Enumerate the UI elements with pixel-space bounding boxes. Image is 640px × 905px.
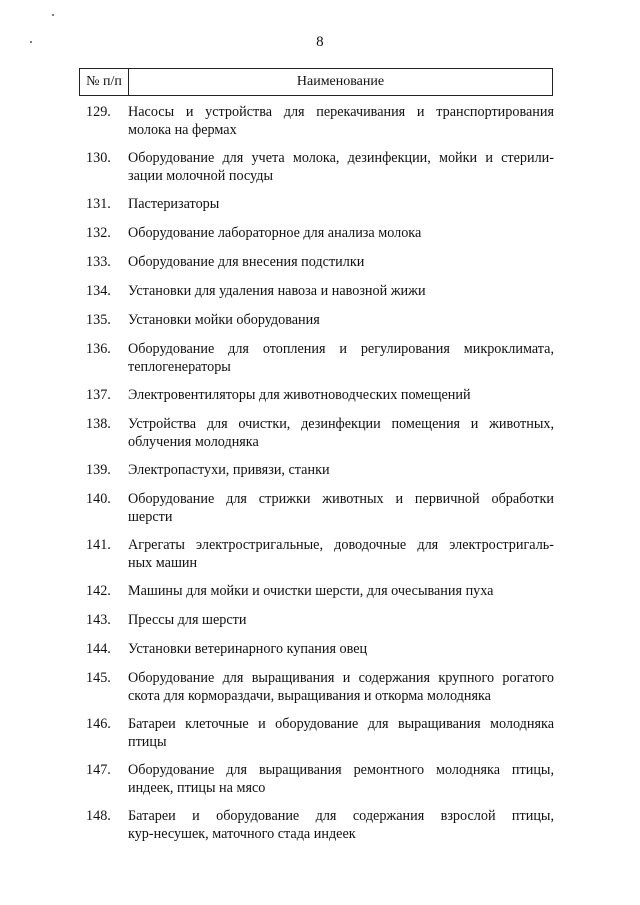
item-number: 143. bbox=[86, 612, 111, 628]
item-number: 148. bbox=[86, 808, 111, 824]
item-number: 129. bbox=[86, 104, 111, 120]
item-text-line: облучения молодняка bbox=[128, 434, 259, 450]
item-number: 144. bbox=[86, 641, 111, 657]
item-text-line: кур-несушек, маточного стада индеек bbox=[128, 826, 356, 842]
list-item bbox=[86, 490, 554, 526]
list-item bbox=[86, 536, 554, 572]
item-text-line: молока на фермах bbox=[128, 122, 237, 138]
item-text-line: Машины для мойки и очистки шерсти, для очесывания пуха bbox=[128, 583, 494, 599]
list-item bbox=[86, 149, 554, 185]
item-number: 136. bbox=[86, 341, 111, 357]
item-number: 137. bbox=[86, 387, 111, 403]
list-item bbox=[86, 386, 554, 404]
list-item bbox=[86, 461, 554, 479]
list-item bbox=[86, 340, 554, 376]
item-text-line: Оборудование лабораторное для анализа молока bbox=[128, 225, 422, 241]
item-text-line: Электровентиляторы для животноводческих помещений bbox=[128, 387, 471, 403]
item-text-line: ных машин bbox=[128, 555, 198, 571]
list-item bbox=[86, 224, 554, 242]
item-text bbox=[128, 461, 554, 479]
item-number: 147. bbox=[86, 762, 111, 778]
item-number: 133. bbox=[86, 254, 111, 270]
item-text bbox=[128, 103, 554, 139]
list-item bbox=[86, 807, 554, 843]
item-text bbox=[128, 536, 554, 572]
item-text-line: Оборудование для стрижки животных и первичной обработки bbox=[128, 491, 554, 507]
item-number: 145. bbox=[86, 670, 111, 686]
item-text bbox=[128, 340, 554, 376]
item-text bbox=[128, 490, 554, 526]
list-item bbox=[86, 103, 554, 139]
list-item bbox=[86, 253, 554, 271]
item-text-line: Оборудование для выращивания ремонтного молодняка птицы, bbox=[128, 762, 554, 778]
item-text-line: Оборудование для выращивания и содержания крупного рогатого bbox=[128, 670, 554, 686]
item-text-line: Оборудование для учета молока, дезинфекции, мойки и стерили- bbox=[128, 150, 554, 166]
item-text bbox=[128, 415, 554, 451]
list-item bbox=[86, 761, 554, 797]
list-item bbox=[86, 611, 554, 629]
item-number: 132. bbox=[86, 225, 111, 241]
item-number: 139. bbox=[86, 462, 111, 478]
list-item bbox=[86, 582, 554, 600]
column-header-name: Наименование bbox=[296, 74, 385, 89]
item-list bbox=[86, 103, 554, 853]
item-text bbox=[128, 640, 554, 658]
list-item bbox=[86, 195, 554, 213]
item-text-line: Пастеризаторы bbox=[128, 196, 220, 212]
item-text-line: Прессы для шерсти bbox=[128, 612, 247, 628]
item-text-line: индеек, птицы на мясо bbox=[128, 780, 266, 796]
table-header bbox=[79, 68, 553, 96]
item-text-line: Установки мойки оборудования bbox=[128, 312, 320, 328]
item-number: 141. bbox=[86, 537, 111, 553]
item-text-line: Электропастухи, привязи, станки bbox=[128, 462, 330, 478]
list-item bbox=[86, 311, 554, 329]
item-number: 131. bbox=[86, 196, 111, 212]
item-text bbox=[128, 611, 554, 629]
column-header-number: № п/п bbox=[80, 69, 129, 95]
item-text bbox=[128, 253, 554, 271]
item-number: 138. bbox=[86, 416, 111, 432]
item-text bbox=[128, 195, 554, 213]
item-text-line: птицы bbox=[128, 734, 167, 750]
item-number: 135. bbox=[86, 312, 111, 328]
item-text-line: шерсти bbox=[128, 509, 173, 525]
item-text-line: теплогенераторы bbox=[128, 359, 231, 375]
list-item bbox=[86, 715, 554, 751]
item-text-line: Агрегаты электростригальные, доводочные для электростригаль- bbox=[128, 537, 554, 553]
list-item bbox=[86, 415, 554, 451]
item-text-line: Оборудование для внесения подстилки bbox=[128, 254, 365, 270]
item-text bbox=[128, 282, 554, 300]
item-text-line: Установки для удаления навоза и навозной жижи bbox=[128, 283, 426, 299]
item-text-line: Батареи и оборудование для содержания взрослой птицы, bbox=[128, 808, 554, 824]
item-text bbox=[128, 807, 554, 843]
item-text bbox=[128, 224, 554, 242]
item-text bbox=[128, 311, 554, 329]
item-text-line: Насосы и устройства для перекачивания и транспортирования bbox=[128, 104, 554, 120]
item-text bbox=[128, 715, 554, 751]
item-number: 142. bbox=[86, 583, 111, 599]
item-number: 130. bbox=[86, 150, 111, 166]
list-item bbox=[86, 669, 554, 705]
list-item bbox=[86, 640, 554, 658]
scan-speck bbox=[52, 14, 54, 16]
item-text bbox=[128, 582, 554, 600]
item-text bbox=[128, 761, 554, 797]
page-number: 8 bbox=[316, 34, 324, 50]
item-text-line: зации молочной посуды bbox=[128, 168, 273, 184]
item-number: 134. bbox=[86, 283, 111, 299]
item-text bbox=[128, 669, 554, 705]
item-number: 146. bbox=[86, 716, 111, 732]
item-text-line: Батареи клеточные и оборудование для выращивания молодняка bbox=[128, 716, 554, 732]
item-text-line: Устройства для очистки, дезинфекции помещения и животных, bbox=[128, 416, 554, 432]
item-text bbox=[128, 386, 554, 404]
list-item bbox=[86, 282, 554, 300]
item-text-line: Установки ветеринарного купания овец bbox=[128, 641, 368, 657]
item-text-line: Оборудование для отопления и регулирования микроклимата, bbox=[128, 341, 554, 357]
item-text bbox=[128, 149, 554, 185]
item-text-line: скота для кормораздачи, выращивания и откорма молодняка bbox=[128, 688, 491, 704]
item-number: 140. bbox=[86, 491, 111, 507]
